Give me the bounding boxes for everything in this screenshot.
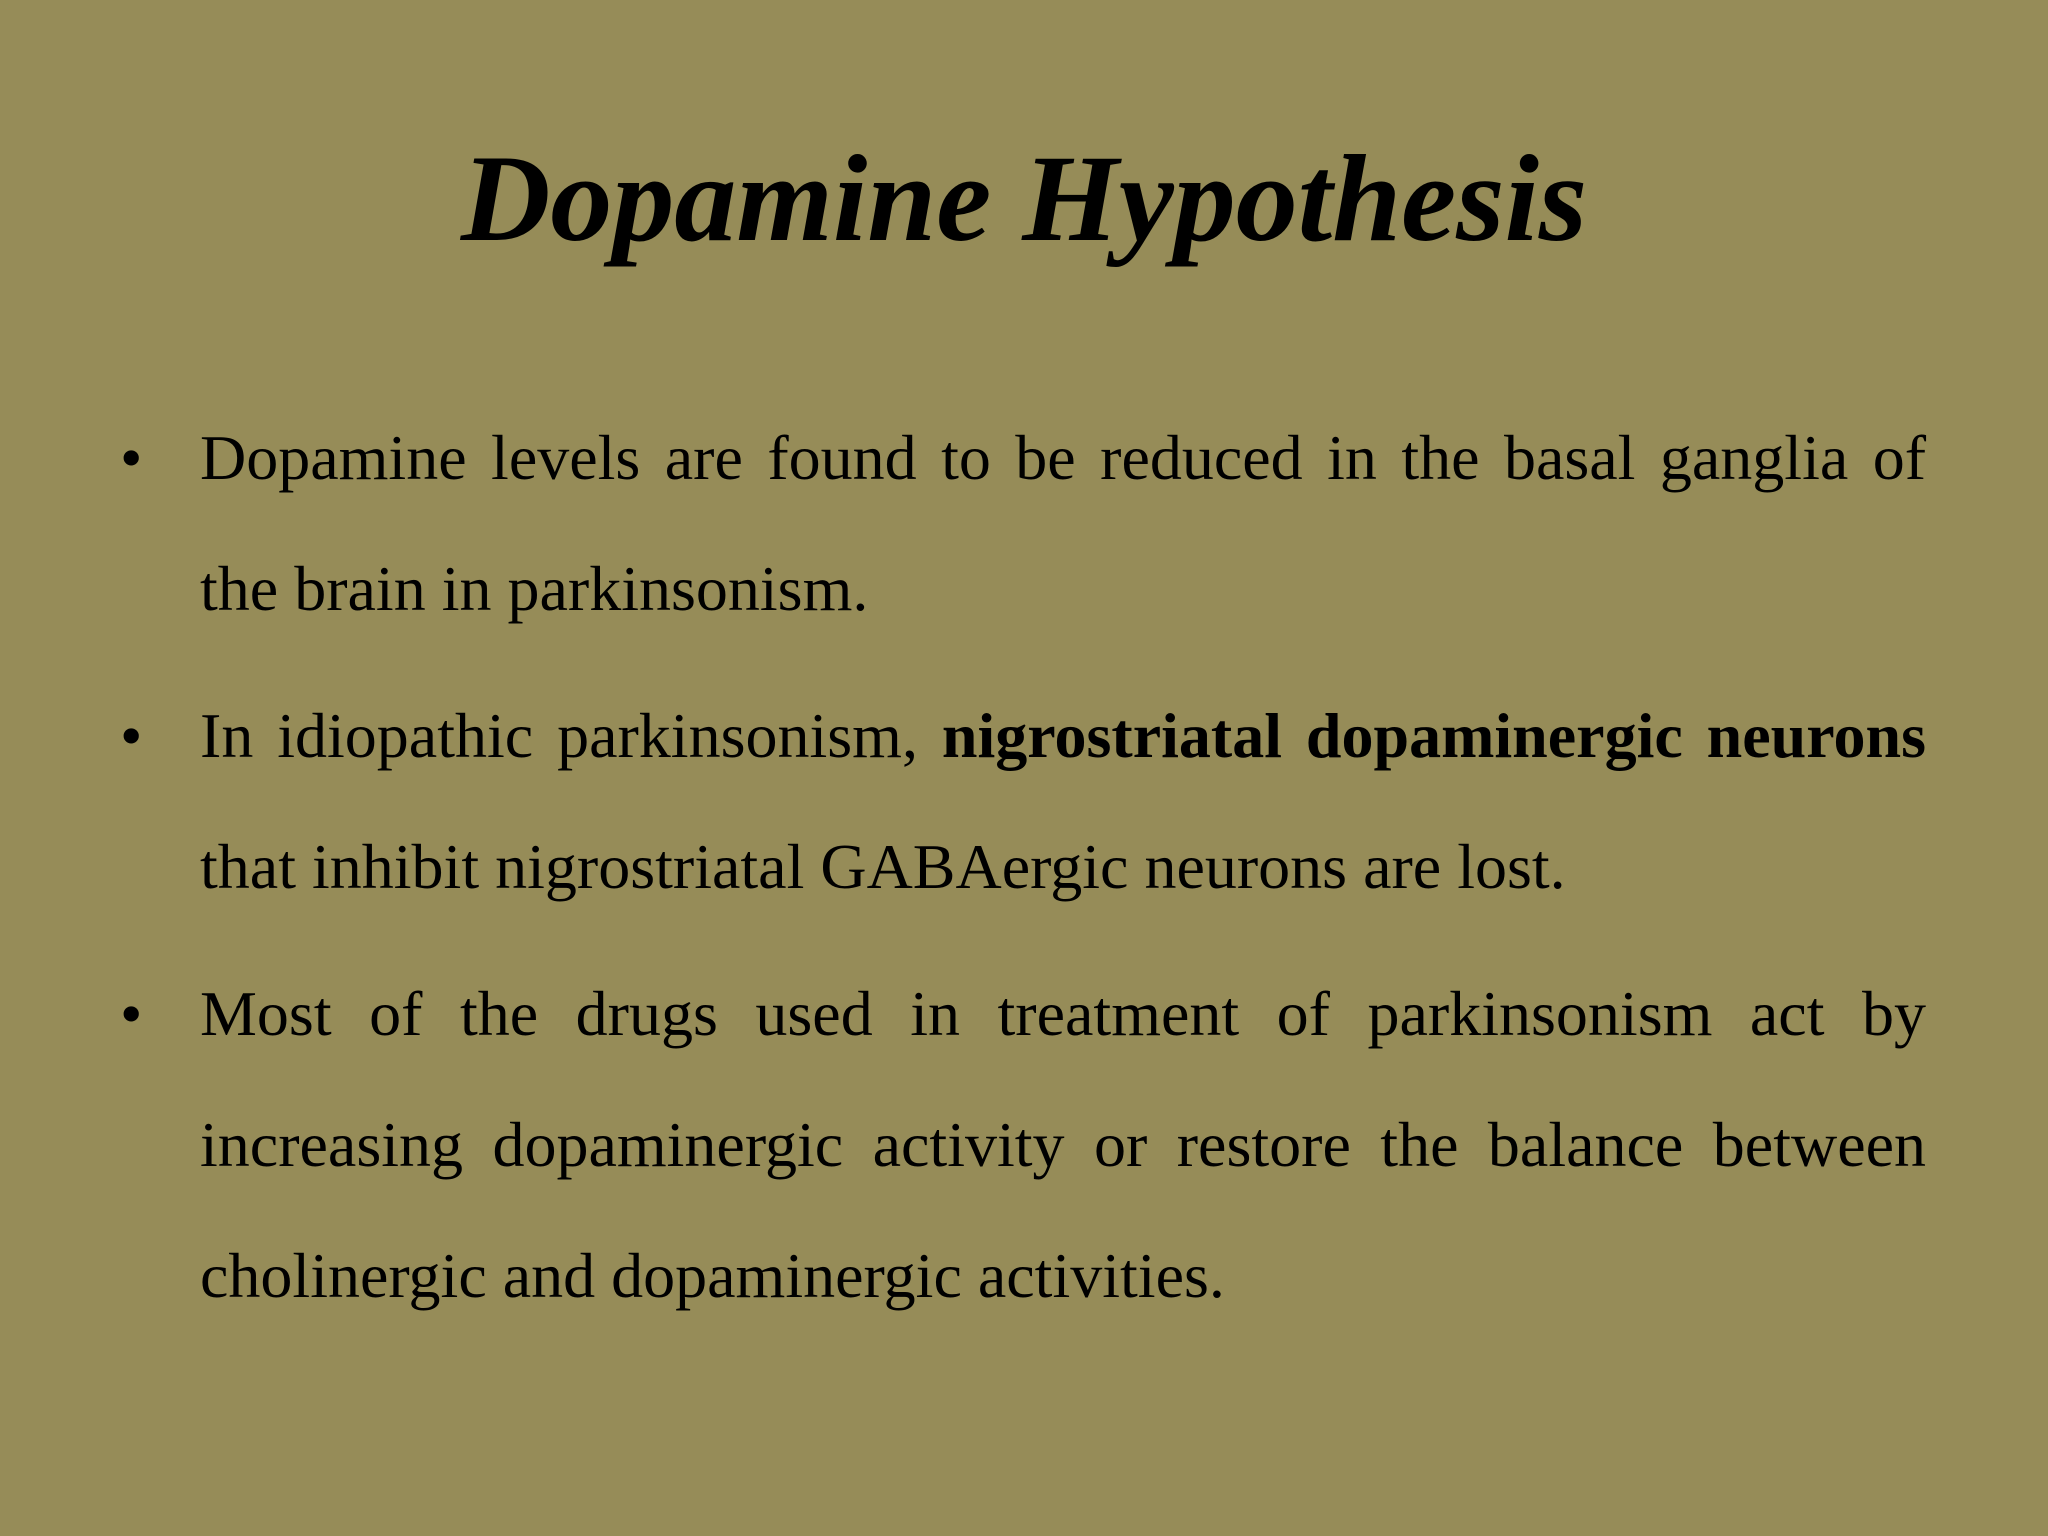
slide-title: Dopamine Hypothesis xyxy=(460,130,1588,267)
bullet-text: Most of the drugs used in treatment of parkinsonism act by increasing dopaminergic activity or restore the balance between cholinergic and dopaminergic activities. xyxy=(200,978,1926,1311)
bullet-item-3 xyxy=(120,948,1926,1341)
bullet-icon: • xyxy=(120,700,143,771)
bullet-text-lead: In idiopathic parkinsonism, xyxy=(200,700,942,771)
bullet-item-1 xyxy=(120,392,1926,654)
bullet-icon: • xyxy=(120,422,143,493)
bullet-icon: • xyxy=(120,978,143,1049)
bullet-text-tail: that inhibit nigrostriatal GABAergic neurons are lost. xyxy=(200,831,1566,902)
bullet-text: Dopamine levels are found to be reduced in the basal ganglia of the brain in parkinsonism. xyxy=(200,422,1926,624)
bullet-item-2 xyxy=(120,670,1926,932)
bullet-text-bold: nigrostriatal dopaminergic neurons xyxy=(941,700,1926,771)
bullet-list xyxy=(120,392,1926,1357)
